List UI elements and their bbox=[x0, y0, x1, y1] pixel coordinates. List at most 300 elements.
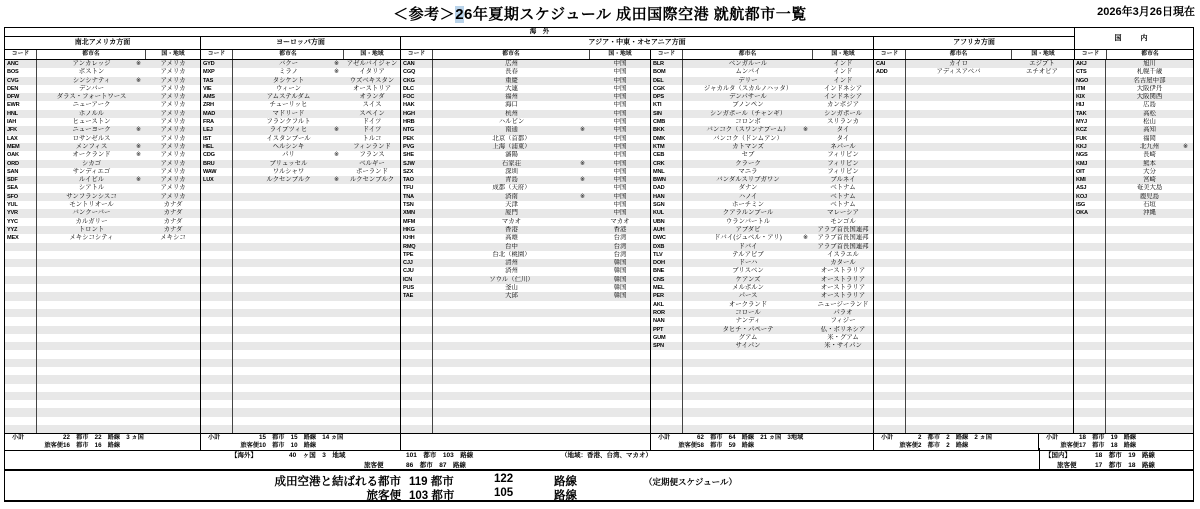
city-name: ミラノ ※ bbox=[279, 68, 339, 76]
airport-code bbox=[874, 193, 906, 201]
table-row bbox=[201, 359, 400, 367]
table-row bbox=[1074, 392, 1193, 400]
airport-code bbox=[201, 201, 233, 209]
city-name bbox=[433, 384, 590, 392]
airport-code bbox=[874, 101, 906, 109]
city-name bbox=[433, 326, 590, 334]
airport-code bbox=[5, 284, 37, 292]
city-name bbox=[233, 301, 344, 309]
city-name: 名古屋中部 bbox=[1133, 76, 1166, 84]
city-name bbox=[233, 309, 344, 317]
city-name: 鹿児島 bbox=[1139, 192, 1160, 200]
city-name bbox=[683, 417, 813, 425]
city-name bbox=[433, 342, 590, 350]
airport-code bbox=[401, 350, 433, 358]
city-name: ベンガルール bbox=[728, 60, 768, 67]
table-row bbox=[1074, 184, 1193, 192]
table-row bbox=[401, 359, 650, 367]
country-name bbox=[1011, 359, 1073, 367]
table-row bbox=[874, 408, 1073, 416]
airport-code bbox=[5, 317, 37, 325]
as-of-date: 2026年3月26日現在 bbox=[1097, 6, 1195, 18]
airport-code bbox=[874, 392, 906, 400]
airport-code bbox=[874, 110, 906, 118]
table-row bbox=[651, 384, 873, 392]
city-name: イスタンブール bbox=[266, 134, 311, 142]
cargo-only-mark: ※ bbox=[135, 177, 141, 184]
airport-code: VIE bbox=[201, 85, 233, 93]
airport-code bbox=[401, 392, 433, 400]
table-row bbox=[1074, 101, 1193, 109]
table-row bbox=[651, 118, 873, 126]
title-prefix: ＜参考＞ bbox=[393, 6, 456, 23]
country-name bbox=[146, 326, 200, 334]
asia-columns-2 bbox=[651, 50, 874, 59]
airport-code bbox=[401, 384, 433, 392]
airport-code: ASJ bbox=[1074, 184, 1106, 192]
table-row bbox=[1074, 284, 1193, 292]
city-name: 済州 bbox=[505, 267, 518, 275]
country-name: パラオ bbox=[833, 308, 853, 316]
city-name: カトマンズ bbox=[732, 142, 764, 150]
city-name bbox=[906, 417, 1011, 425]
city-name: ブリュッセル bbox=[269, 159, 308, 167]
city-name bbox=[1106, 284, 1193, 292]
table-row bbox=[401, 176, 650, 184]
table-row bbox=[5, 408, 200, 416]
table-row bbox=[401, 209, 650, 217]
airport-code: EWR bbox=[5, 101, 37, 109]
country-name bbox=[344, 209, 400, 217]
table-row bbox=[651, 342, 873, 350]
country-name: 台湾 bbox=[613, 250, 627, 258]
city-name: 北京（首都） bbox=[492, 134, 531, 142]
table-row bbox=[5, 226, 200, 234]
country-name bbox=[344, 384, 400, 392]
airport-code bbox=[1074, 326, 1106, 334]
country-name: アラブ首長国連邦 bbox=[817, 234, 869, 242]
airport-code: AUH bbox=[651, 226, 683, 234]
country-name: アメリカ bbox=[160, 109, 186, 117]
airport-code bbox=[5, 334, 37, 342]
airport-code bbox=[874, 334, 906, 342]
country-name: 中国 bbox=[613, 93, 627, 101]
table-row bbox=[201, 292, 400, 300]
cargo-only-mark: ※ bbox=[1182, 143, 1188, 150]
city-name: ウィーン bbox=[275, 84, 302, 92]
airport-code: TLV bbox=[651, 251, 683, 259]
city-name: デンパサール bbox=[729, 93, 767, 101]
table-row bbox=[874, 184, 1073, 192]
col-city: 都市名 bbox=[906, 50, 1012, 59]
table-row bbox=[874, 168, 1073, 176]
total-passenger-routes-number: 105 bbox=[494, 487, 514, 499]
country-name bbox=[590, 425, 650, 433]
table-row bbox=[201, 143, 400, 151]
city-name: カイロ bbox=[949, 60, 968, 67]
airport-code bbox=[201, 417, 233, 425]
country-name: ベトナム bbox=[830, 192, 856, 200]
airport-code bbox=[651, 425, 683, 433]
country-name: イスラエル bbox=[827, 250, 859, 258]
country-name bbox=[146, 417, 200, 425]
country-name: マカオ bbox=[610, 217, 630, 225]
airport-code: CNS bbox=[651, 276, 683, 284]
country-name: アメリカ bbox=[160, 184, 186, 192]
country-name bbox=[344, 193, 400, 201]
airport-code: MYJ bbox=[1074, 118, 1106, 126]
country-name: 中国 bbox=[613, 109, 627, 117]
city-name: 福州 bbox=[505, 93, 518, 101]
cargo-only-mark: ※ bbox=[333, 127, 339, 134]
americas-passenger-values: 16 都市 16 路線 bbox=[63, 442, 121, 450]
country-name bbox=[590, 334, 650, 342]
table-row bbox=[5, 234, 200, 242]
country-name: 中国 bbox=[613, 76, 627, 84]
airport-code bbox=[5, 326, 37, 334]
table-row bbox=[5, 292, 200, 300]
country-name bbox=[1011, 184, 1073, 192]
airport-code: HGH bbox=[401, 110, 433, 118]
country-name bbox=[590, 301, 650, 309]
country-name: アメリカ bbox=[160, 84, 186, 92]
country-name bbox=[344, 326, 400, 334]
country-name: 韓国 bbox=[613, 259, 627, 267]
col-code: コード bbox=[651, 50, 683, 59]
table-row bbox=[874, 201, 1073, 209]
total-label: 成田空港と結ばれる都市 bbox=[274, 476, 401, 488]
airport-code: XMN bbox=[401, 209, 433, 217]
summary-strip bbox=[4, 448, 1194, 471]
city-name bbox=[233, 392, 344, 400]
europe-subtotal-values: 15 都市 15 路線 14 ヵ国 bbox=[259, 434, 344, 442]
country-name: ベトナム bbox=[830, 184, 856, 192]
table-row bbox=[1074, 292, 1193, 300]
airport-code bbox=[401, 359, 433, 367]
cargo-only-mark: ※ bbox=[135, 127, 141, 134]
table-row bbox=[5, 417, 200, 425]
city-name bbox=[37, 334, 146, 342]
airport-code bbox=[5, 375, 37, 383]
table-row bbox=[5, 392, 200, 400]
city-name bbox=[906, 193, 1011, 201]
city-name: コロール bbox=[735, 308, 761, 316]
table-row bbox=[1074, 68, 1193, 76]
country-name: 中国 bbox=[613, 134, 627, 142]
airport-code bbox=[651, 417, 683, 425]
airport-code bbox=[401, 326, 433, 334]
table-row bbox=[5, 342, 200, 350]
airport-code: OKA bbox=[1074, 209, 1106, 217]
airport-code: KCZ bbox=[1074, 126, 1106, 134]
city-name: ボストン bbox=[78, 68, 105, 76]
airport-code: BRU bbox=[201, 160, 233, 168]
city-name bbox=[906, 101, 1011, 109]
airport-code bbox=[651, 375, 683, 383]
airport-code bbox=[201, 375, 233, 383]
table-row bbox=[651, 85, 873, 93]
city-table bbox=[4, 27, 1194, 451]
city-name bbox=[1106, 267, 1193, 275]
table-row bbox=[1074, 160, 1193, 168]
country-name: エジプト bbox=[1029, 60, 1055, 67]
country-name bbox=[590, 367, 650, 375]
country-name bbox=[1011, 334, 1073, 342]
country-name bbox=[1011, 367, 1073, 375]
city-name bbox=[233, 400, 344, 408]
city-name bbox=[1106, 243, 1193, 251]
table-row bbox=[401, 251, 650, 259]
city-name bbox=[683, 392, 813, 400]
country-name: ベルギー bbox=[359, 159, 385, 167]
airport-code: CTS bbox=[1074, 68, 1106, 76]
summary-divider bbox=[1039, 448, 1040, 469]
country-name: 台湾 bbox=[613, 234, 627, 242]
country-name: 米・グアム bbox=[827, 333, 859, 341]
airport-code bbox=[1074, 226, 1106, 234]
airport-code: CRK bbox=[651, 160, 683, 168]
cargo-only-mark: ※ bbox=[135, 152, 141, 159]
table-row bbox=[401, 417, 650, 425]
airport-code bbox=[201, 243, 233, 251]
table-row bbox=[1074, 93, 1193, 101]
airport-code bbox=[401, 425, 433, 433]
city-name bbox=[906, 151, 1011, 159]
airport-code: DEL bbox=[651, 77, 683, 85]
city-name: メキシコシティ bbox=[69, 234, 114, 242]
table-row bbox=[401, 309, 650, 317]
table-row bbox=[201, 251, 400, 259]
country-name bbox=[146, 400, 200, 408]
city-name bbox=[37, 350, 146, 358]
city-name: 上海（浦東） bbox=[492, 142, 531, 150]
table-row bbox=[5, 77, 200, 85]
table-row bbox=[401, 118, 650, 126]
table-row bbox=[201, 168, 400, 176]
airport-code: MFM bbox=[401, 218, 433, 226]
airport-code bbox=[651, 350, 683, 358]
table-row bbox=[874, 60, 1073, 68]
table-row bbox=[201, 342, 400, 350]
country-name bbox=[1011, 93, 1073, 101]
table-row bbox=[401, 218, 650, 226]
airport-code: CJU bbox=[401, 267, 433, 275]
table-row bbox=[201, 77, 400, 85]
city-name bbox=[37, 342, 146, 350]
city-name bbox=[1106, 326, 1193, 334]
country-name: シンガポール bbox=[823, 109, 863, 117]
country-name: イタリア bbox=[359, 68, 385, 76]
airport-code: TAS bbox=[201, 77, 233, 85]
country-name: 中国 bbox=[613, 159, 627, 167]
country-name: 中国 bbox=[613, 201, 627, 209]
city-name: ニューアーク bbox=[72, 101, 111, 109]
airport-code: NTG bbox=[401, 126, 433, 134]
airport-code bbox=[401, 301, 433, 309]
table-row bbox=[401, 60, 650, 68]
country-name bbox=[590, 384, 650, 392]
table-row bbox=[1074, 243, 1193, 251]
airport-code: PER bbox=[651, 292, 683, 300]
airport-code bbox=[1074, 384, 1106, 392]
airport-code bbox=[874, 342, 906, 350]
airport-code bbox=[201, 301, 233, 309]
table-row bbox=[201, 110, 400, 118]
airport-code bbox=[5, 243, 37, 251]
city-name bbox=[37, 384, 146, 392]
airport-code: MEL bbox=[651, 284, 683, 292]
city-name bbox=[233, 342, 344, 350]
airport-code bbox=[874, 317, 906, 325]
city-name bbox=[906, 143, 1011, 151]
city-name: 台北（桃園） bbox=[492, 250, 531, 258]
airport-code bbox=[5, 367, 37, 375]
table-row bbox=[651, 93, 873, 101]
city-name: ドバイ bbox=[738, 242, 758, 250]
col-code: コード bbox=[201, 50, 233, 59]
table-row bbox=[874, 342, 1073, 350]
airport-code: MEX bbox=[5, 234, 37, 242]
airport-code: BOM bbox=[651, 68, 683, 76]
cargo-only-mark: ※ bbox=[579, 160, 585, 167]
airport-code: BLR bbox=[651, 60, 683, 68]
table-row bbox=[874, 425, 1073, 433]
table-row bbox=[5, 135, 200, 143]
airport-code: CEB bbox=[651, 151, 683, 159]
country-name: インドネシア bbox=[823, 84, 863, 92]
city-name bbox=[233, 317, 344, 325]
table-row bbox=[651, 168, 873, 176]
table-row bbox=[201, 60, 400, 68]
city-name bbox=[233, 350, 344, 358]
airport-code: DOH bbox=[651, 259, 683, 267]
section-americas: 南北アメリカ方面 bbox=[5, 37, 201, 49]
europe-columns bbox=[201, 50, 401, 59]
table-row bbox=[201, 135, 400, 143]
city-name: 熊本 bbox=[1143, 159, 1156, 167]
overseas-header-block bbox=[5, 28, 1074, 59]
airport-code bbox=[5, 301, 37, 309]
europe-passenger-values: 10 都市 10 路線 bbox=[259, 442, 317, 450]
country-name: アメリカ bbox=[160, 159, 186, 167]
country-name: カナダ bbox=[163, 201, 183, 209]
asia-column-2 bbox=[651, 60, 874, 433]
city-name bbox=[906, 176, 1011, 184]
table-row bbox=[201, 417, 400, 425]
country-name: 中国 bbox=[613, 84, 627, 92]
cargo-only-mark: ※ bbox=[802, 127, 808, 134]
airport-code bbox=[401, 375, 433, 383]
city-name: 杭州 bbox=[505, 109, 518, 117]
city-name bbox=[906, 425, 1011, 433]
city-name bbox=[233, 359, 344, 367]
country-name bbox=[344, 243, 400, 251]
table-row bbox=[1074, 267, 1193, 275]
country-name: オーストリア bbox=[352, 84, 392, 92]
airport-code bbox=[651, 400, 683, 408]
airport-code: TAK bbox=[1074, 110, 1106, 118]
domestic-column bbox=[1074, 60, 1193, 433]
city-name: グアム bbox=[738, 333, 758, 341]
airport-code: PEK bbox=[401, 135, 433, 143]
airport-code bbox=[874, 251, 906, 259]
airport-code bbox=[201, 400, 233, 408]
city-name: バンコク（スワンナプーム） ※ bbox=[706, 126, 808, 134]
table-row bbox=[1074, 135, 1193, 143]
city-name bbox=[906, 226, 1011, 234]
airport-code: GUM bbox=[651, 334, 683, 342]
country-name: アメリカ bbox=[160, 142, 186, 150]
table-row bbox=[1074, 400, 1193, 408]
country-name bbox=[1011, 309, 1073, 317]
airport-code bbox=[874, 160, 906, 168]
airport-code: MXP bbox=[201, 68, 233, 76]
country-name bbox=[590, 400, 650, 408]
cargo-only-mark: ※ bbox=[802, 235, 808, 242]
table-row bbox=[201, 226, 400, 234]
table-row bbox=[874, 85, 1073, 93]
overseas-country-count: 40 ヶ国 3 地域 bbox=[289, 452, 346, 459]
table-row bbox=[401, 184, 650, 192]
airport-code: ROR bbox=[651, 309, 683, 317]
airport-code bbox=[201, 309, 233, 317]
city-name bbox=[433, 334, 590, 342]
airport-code: YYZ bbox=[5, 226, 37, 234]
table-row bbox=[651, 101, 873, 109]
country-name: アメリカ bbox=[160, 76, 186, 84]
city-name: 長崎 bbox=[1143, 151, 1156, 159]
table-row bbox=[651, 68, 873, 76]
city-name bbox=[906, 218, 1011, 226]
country-name: フィリピン bbox=[827, 167, 859, 175]
table-row bbox=[5, 367, 200, 375]
table-row bbox=[1074, 193, 1193, 201]
country-name bbox=[1011, 85, 1073, 93]
table-row bbox=[5, 400, 200, 408]
city-name: ドバイ(ジュベル・アリ) ※ bbox=[714, 234, 808, 242]
airport-code bbox=[201, 350, 233, 358]
table-row bbox=[401, 143, 650, 151]
city-name: アムステルダム bbox=[266, 93, 311, 101]
table-row bbox=[5, 93, 200, 101]
airport-code: OAK bbox=[5, 151, 37, 159]
city-name bbox=[233, 292, 344, 300]
country-name: 中国 bbox=[613, 60, 627, 67]
table-row bbox=[201, 334, 400, 342]
table-row bbox=[874, 193, 1073, 201]
airport-code bbox=[874, 176, 906, 184]
airport-code bbox=[874, 384, 906, 392]
airport-code: NAN bbox=[651, 317, 683, 325]
airport-code: ICN bbox=[401, 276, 433, 284]
table-row bbox=[874, 276, 1073, 284]
table-row bbox=[201, 93, 400, 101]
airport-code: CAN bbox=[401, 60, 433, 68]
airport-code: MEM bbox=[5, 143, 37, 151]
airport-code bbox=[5, 259, 37, 267]
country-name bbox=[813, 375, 873, 383]
table-row bbox=[651, 392, 873, 400]
city-name bbox=[906, 168, 1011, 176]
airport-code bbox=[201, 267, 233, 275]
col-country: 国・地域 bbox=[608, 51, 632, 57]
table-row bbox=[651, 218, 873, 226]
city-name bbox=[233, 201, 344, 209]
city-name: 深圳 bbox=[505, 167, 518, 175]
asia-passenger-values: 58 都市 59 路線 bbox=[697, 442, 755, 450]
airport-code bbox=[1074, 334, 1106, 342]
city-name bbox=[906, 301, 1011, 309]
